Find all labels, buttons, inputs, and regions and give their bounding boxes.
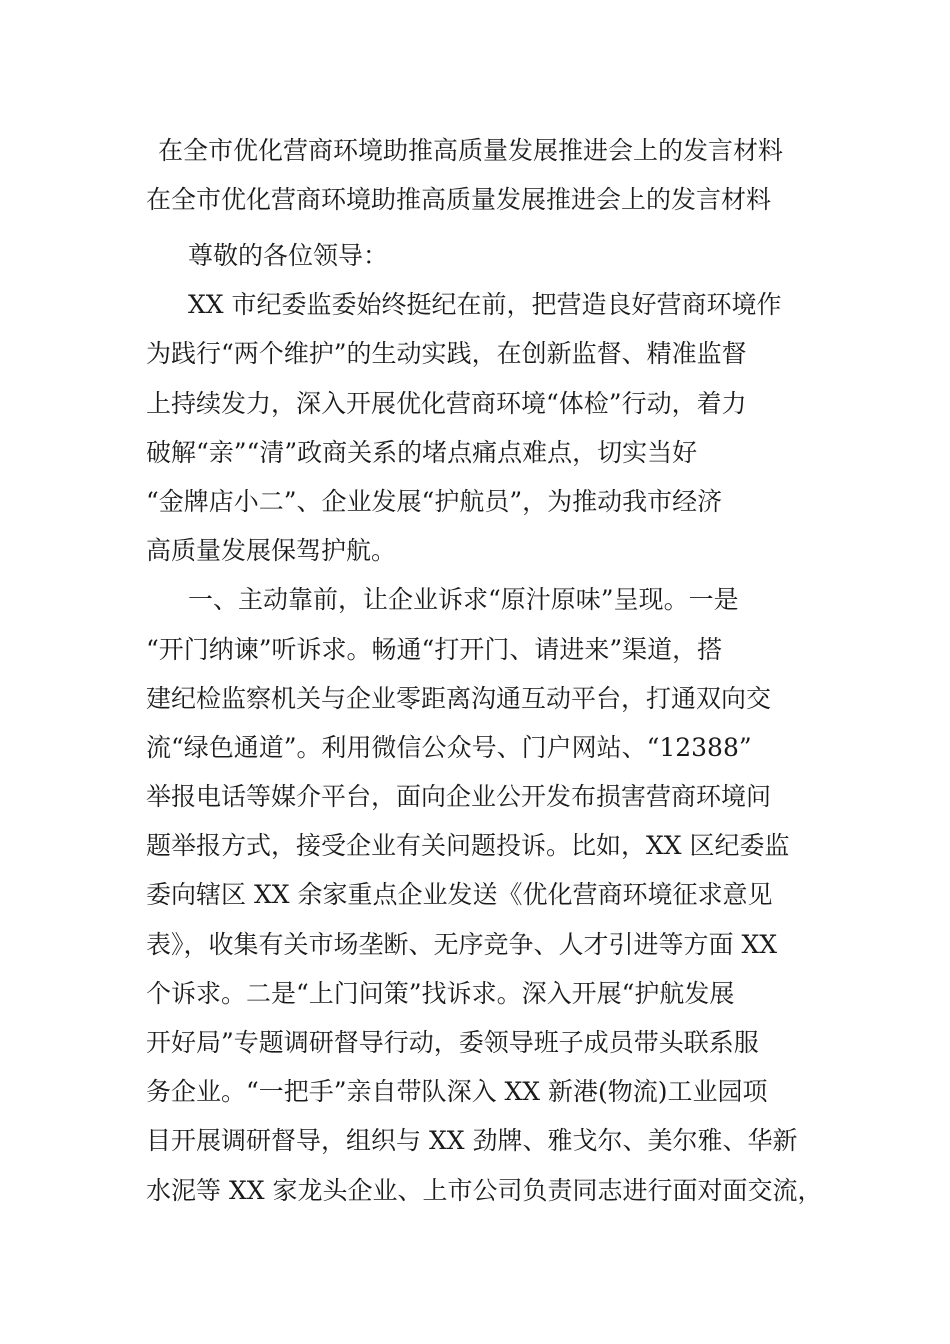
paragraph-line: 个诉求。二是“上门问策”找诉求。深入开展“护航发展: [146, 978, 735, 1008]
paragraph-line: 高质量发展保驾护航。: [146, 536, 397, 566]
salutation: 尊敬的各位领导：: [188, 241, 389, 270]
paragraph-line: 一、主动靠前，让企业诉求“原汁原味”呈现。一是: [188, 585, 739, 615]
paragraph-line: 为践行“两个维护”的生动实践，在创新监督、精准监督: [146, 339, 747, 369]
paragraph-line: XX 市纪委监委始终挺纪在前，把营造良好营商环境作: [188, 290, 782, 320]
paragraph-line: 上持续发力，深入开展优化营商环境“体检”行动，着力: [146, 388, 747, 418]
paragraph-line: 题举报方式，接受企业有关问题投诉。比如，XX 区纪委监: [146, 831, 790, 861]
paragraph-line: “金牌店小二”、企业发展“护航员”，为推动我市经济: [146, 486, 723, 516]
document-body: [146, 231, 823, 1215]
paragraph-line: 委向辖区 XX 余家重点企业发送《优化营商环境征求意见: [146, 880, 773, 910]
paragraph-line: 务企业。“一把手”亲自带队深入 XX 新港(物流)工业园项: [146, 1077, 768, 1107]
paragraph-2: [146, 575, 823, 1214]
paragraph-line: “开门纳谏”听诉求。畅通“打开门、请进来”渠道，搭: [146, 634, 723, 664]
paragraph-line: 目开展调研督导，组织与 XX 劲牌、雅戈尔、美尔雅、华新: [146, 1126, 798, 1156]
document-title: 在全市优化营商环境助推高质量发展推进会上的发言材料: [146, 185, 772, 214]
paragraph-line: 流“绿色通道”。利用微信公众号、门户网站、“12388”: [146, 732, 752, 762]
document-title-repeat: 在全市优化营商环境助推高质量发展推进会上的发言材料: [158, 136, 784, 165]
paragraph-1: [146, 280, 810, 575]
paragraph-line: 举报电话等媒介平台，面向企业公开发布损害营商环境问: [146, 782, 772, 812]
paragraph-line: 建纪检监察机关与企业零距离沟通互动平台，打通双向交: [146, 683, 772, 713]
paragraph-line: 破解“亲”“清”政商关系的堵点痛点难点，切实当好: [146, 437, 698, 467]
paragraph-line: 水泥等 XX 家龙头企业、上市公司负责同志进行面对面交流，: [146, 1175, 823, 1205]
paragraph-line: 开好局”专题调研督导行动，委领导班子成员带头联系服: [146, 1028, 759, 1057]
paragraph-line: 表》，收集有关市场垄断、无序竞争、人才引进等方面 XX: [146, 929, 778, 959]
